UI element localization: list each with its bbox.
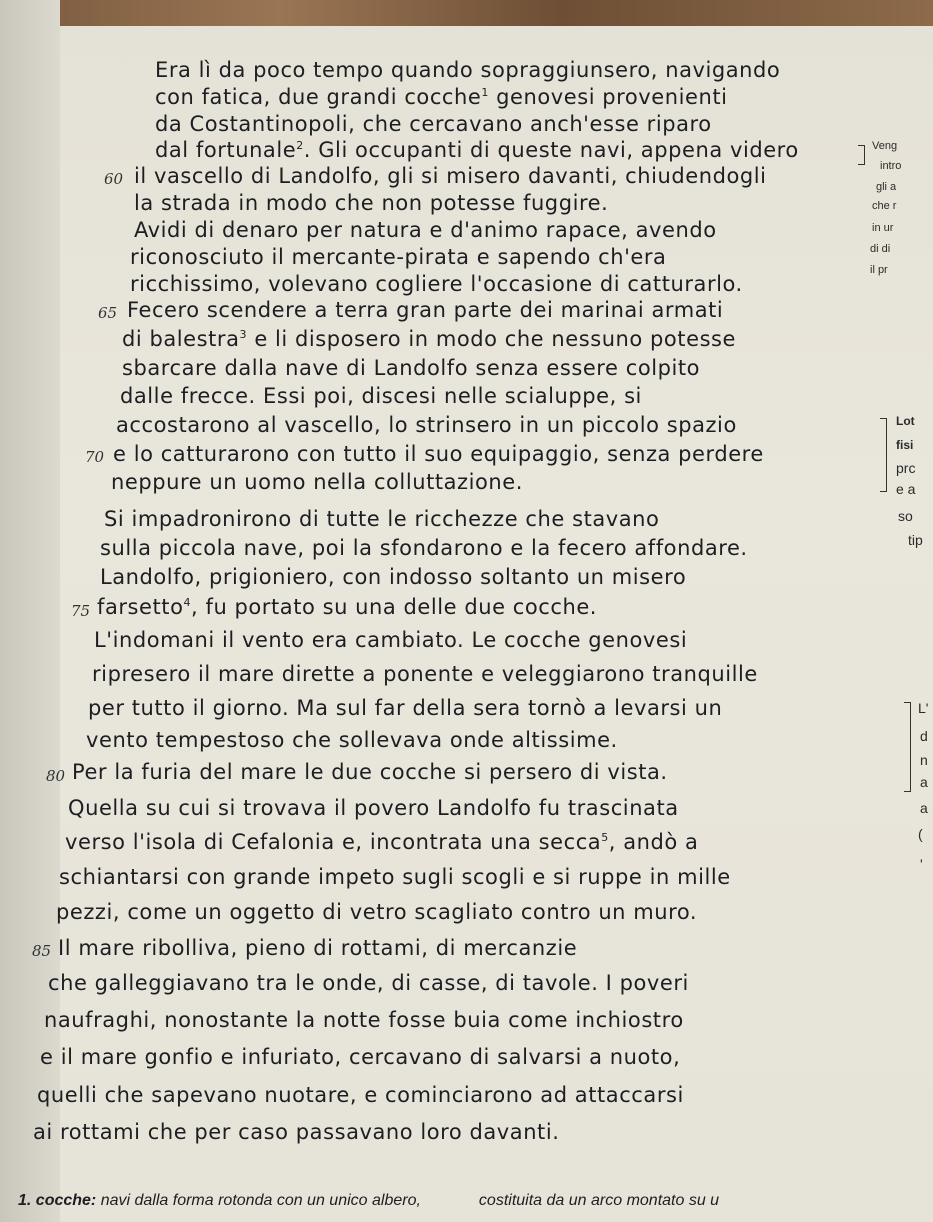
margin-note: gli a bbox=[876, 181, 897, 193]
text-line: dal fortunale$^2$. Gli occupanti di queste navi, appena videro bbox=[155, 138, 799, 162]
margin-note: n bbox=[920, 752, 928, 768]
footnote-continuation: costituita da un arco montato su u bbox=[478, 1192, 720, 1209]
margin-note: a bbox=[920, 800, 928, 816]
margin-note: fisi bbox=[896, 438, 914, 452]
margin-note: ' bbox=[920, 856, 923, 872]
line-number: 65 bbox=[98, 304, 118, 322]
margin-note: ( bbox=[918, 826, 923, 842]
footnote-definition: navi dalla forma rotonda con un unico albero, bbox=[96, 1192, 421, 1209]
text-line: Per la furia del mare le due cocche si persero di vista. bbox=[72, 760, 668, 784]
text-line: Quella su cui si trovava il povero Landolfo fu trascinata bbox=[68, 796, 679, 820]
text-line: Era lì da poco tempo quando sopraggiunsero, navigando bbox=[155, 58, 781, 82]
margin-note: Veng bbox=[872, 140, 898, 152]
line-number: 75 bbox=[71, 602, 91, 620]
text-line: neppure un uomo nella colluttazione. bbox=[111, 470, 523, 494]
text-line: sbarcare dalla nave di Landolfo senza essere colpito bbox=[122, 356, 701, 380]
text-line: dalle frecce. Essi poi, discesi nelle scialuppe, si bbox=[120, 384, 642, 408]
text-line: e il mare gonfio e infuriato, cercavano di salvarsi a nuoto, bbox=[40, 1045, 681, 1069]
line-number: 80 bbox=[46, 767, 66, 785]
text-line: Il mare ribolliva, pieno di rottami, di mercanzie bbox=[58, 936, 578, 960]
margin-note: e a bbox=[896, 481, 916, 497]
footnote-term: 1. cocche: bbox=[18, 1192, 97, 1209]
text-line: accostarono al vascello, lo strinsero in un piccolo spazio bbox=[116, 413, 737, 437]
text-line: il vascello di Landolfo, gli si misero davanti, chiudendogli bbox=[134, 164, 767, 188]
margin-bracket bbox=[904, 702, 911, 792]
margin-note: prc bbox=[896, 460, 916, 476]
margin-note: intro bbox=[880, 160, 902, 172]
margin-note: L' bbox=[918, 700, 929, 716]
text-line: Si impadronirono di tutte le ricchezze che stavano bbox=[104, 507, 660, 531]
text-line: Landolfo, prigioniero, con indosso soltanto un misero bbox=[100, 565, 687, 589]
margin-note: il pr bbox=[870, 264, 888, 276]
margin-note: Lot bbox=[896, 414, 915, 428]
text-line: ripresero il mare dirette a ponente e veleggiarono tranquille bbox=[92, 662, 758, 686]
text-line: Avidi di denaro per natura e d'animo rapace, avendo bbox=[134, 218, 717, 242]
text-line: con fatica, due grandi cocche$^1$ genovesi provenienti bbox=[155, 85, 728, 109]
text-line: sulla piccola nave, poi la sfondarono e la fecero affondare. bbox=[100, 536, 748, 560]
text-line: vento tempestoso che sollevava onde altissime. bbox=[86, 728, 618, 752]
text-line: naufraghi, nonostante la notte fosse buia come inchiostro bbox=[44, 1008, 684, 1032]
margin-bracket bbox=[858, 145, 865, 165]
text-line: da Costantinopoli, che cercavano anch'esse riparo bbox=[155, 112, 712, 136]
text-line: farsetto$^4$, fu portato su una delle due cocche. bbox=[97, 595, 598, 619]
wooden-table-edge bbox=[0, 0, 933, 26]
text-line: ai rottami che per caso passavano loro davanti. bbox=[33, 1120, 560, 1144]
margin-note: tip bbox=[908, 532, 923, 548]
text-line: pezzi, come un oggetto di vetro scagliato contro un muro. bbox=[56, 900, 698, 924]
line-number: 70 bbox=[85, 448, 105, 466]
text-line: Fecero scendere a terra gran parte dei marinai armati bbox=[127, 298, 724, 322]
margin-note: di di bbox=[870, 243, 891, 255]
text-line: riconosciuto il mercante-pirata e sapendo ch'era bbox=[130, 245, 667, 269]
margin-note: so bbox=[898, 508, 913, 524]
margin-note: d bbox=[920, 728, 928, 744]
text-line: ricchissimo, volevano cogliere l'occasione di catturarlo. bbox=[130, 272, 743, 296]
footnote bbox=[18, 1192, 719, 1210]
margin-note: a bbox=[920, 774, 928, 790]
text-line: L'indomani il vento era cambiato. Le cocche genovesi bbox=[94, 628, 688, 652]
text-line: schiantarsi con grande impeto sugli scogli e si ruppe in mille bbox=[59, 865, 731, 889]
text-line: quelli che sapevano nuotare, e cominciarono ad attaccarsi bbox=[37, 1083, 684, 1107]
line-number: 60 bbox=[104, 170, 124, 188]
text-line: verso l'isola di Cefalonia e, incontrata una secca$^5$, andò a bbox=[65, 830, 699, 854]
line-number: 85 bbox=[32, 942, 52, 960]
margin-note: che r bbox=[872, 200, 897, 212]
page-left-margin bbox=[0, 0, 60, 1222]
text-line: di balestra$^3$ e li disposero in modo che nessuno potesse bbox=[122, 327, 737, 351]
text-line: la strada in modo che non potesse fuggire. bbox=[134, 191, 609, 215]
text-line: per tutto il giorno. Ma sul far della sera tornò a levarsi un bbox=[88, 696, 723, 720]
margin-note: in ur bbox=[872, 222, 894, 234]
text-line: e lo catturarono con tutto il suo equipaggio, senza perdere bbox=[113, 442, 764, 466]
margin-bracket bbox=[880, 418, 887, 492]
text-line: che galleggiavano tra le onde, di casse, di tavole. I poveri bbox=[48, 971, 689, 995]
